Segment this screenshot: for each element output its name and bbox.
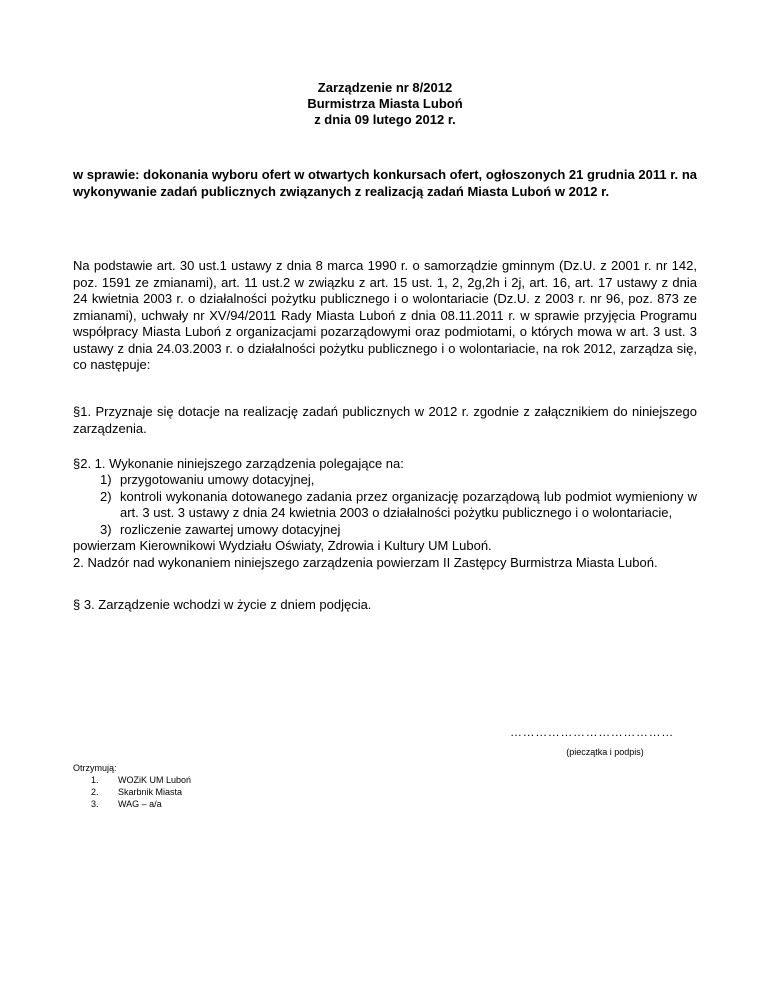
- list-item-text: przygotowaniu umowy dotacyjnej,: [120, 472, 315, 487]
- paragraph-2-assignment: powierzam Kierownikowi Wydziału Oświaty, Zdrowia i Kultury UM Luboń.: [73, 538, 492, 553]
- paragraph-2-intro: §2. 1. Wykonanie niniejszego zarządzenia polegające na:: [73, 455, 404, 471]
- signature-block: [510, 725, 700, 758]
- document-page: [73, 80, 697, 613]
- ordinance-number: Zarządzenie nr 8/2012: [317, 80, 453, 95]
- recipients-title: Otrzymują:: [73, 763, 117, 773]
- signature-line: …………………………………: [510, 725, 674, 739]
- list-item-number: 3): [100, 521, 112, 537]
- recipients-block: [73, 762, 191, 810]
- list-item-number: 1): [100, 472, 112, 487]
- list-item: [73, 489, 697, 522]
- legal-basis: Na podstawie art. 30 ust.1 ustawy z dnia 8 marca 1990 r. o samorządzie gminnym (Dz.U. z 2001 r. nr 142, poz. 1591 ze zmianami), art. 11 ust.2 w związku z art. 15 ust. 1, 2, 2g,2h i 2j, art. 16, art. 17 ustawy z dnia 24 kwietnia 2003 r. o działalności pożytku publicznego i o wolontariacie (Dz.U. z 2003 r. nr 96, poz. 873 ze zmianami), uchwały nr XV/94/2011 Rady Miasta Luboń z dnia 08.11.2011 r. w sprawie przyjęcia Programu współpracy Miasta Luboń z organizacjami pozarządowymi oraz podmiotami, o których mowa w art. 3 ust. 3 ustawy z dnia 24.03.2003 r. o działalności pożytku publicznego i o wolontariacie, na rok 2012, zarządza się, co następuje:: [73, 258, 697, 372]
- paragraph-2: [73, 456, 697, 572]
- recipients-list: [73, 774, 191, 810]
- recipient-name: WOZiK UM Luboń: [118, 775, 192, 785]
- list-item: [73, 472, 697, 489]
- paragraph-3: § 3. Zarządzenie wchodzi w życie z dniem podjęcia.: [73, 597, 372, 612]
- recipient-item: [73, 798, 191, 810]
- list-item-text: kontroli wykonania dotowanego zadania przez organizację pozarządową lub podmiot wymieniony w art. 3 ust. 3 ustawy z dnia 24 kwietnia 2003 o działalności pożytku publicznego i o wolontariacie,: [120, 488, 697, 520]
- recipient-number: 1.: [91, 775, 99, 785]
- recipient-name: Skarbnik Miasta: [118, 787, 183, 797]
- subject: w sprawie: dokonania wyboru ofert w otwartych konkursach ofert, ogłoszonych 21 grudnia 2011 r. na wykonywanie zadań publicznych związanych z realizacją zadań Miasta Luboń w 2012 r.: [73, 167, 697, 199]
- list-item-text: rozliczenie zawartej umowy dotacyjnej: [120, 521, 341, 537]
- issuer: Burmistrza Miasta Luboń: [307, 96, 463, 111]
- recipient-item: [73, 786, 191, 798]
- list-item: [73, 522, 697, 539]
- list-item-number: 2): [100, 488, 112, 504]
- recipient-number: 2.: [91, 787, 99, 797]
- paragraph-2-list: [73, 472, 697, 538]
- ordinance-date: z dnia 09 lutego 2012 r.: [314, 112, 456, 127]
- recipient-item: [73, 774, 191, 786]
- recipient-number: 3.: [91, 799, 99, 809]
- document-header: [73, 80, 697, 128]
- paragraph-1: §1. Przyznaje się dotacje na realizację zadań publicznych w 2012 r. zgodnie z załącznikiem do niniejszego zarządzenia.: [73, 403, 697, 436]
- recipient-name: WAG – a/a: [118, 799, 162, 809]
- paragraph-2-point-2: 2. Nadzór nad wykonaniem niniejszego zarządzenia powierzam II Zastępcy Burmistrza Miasta Luboń.: [73, 554, 658, 570]
- signature-caption: (pieczątka i podpis): [566, 747, 644, 757]
